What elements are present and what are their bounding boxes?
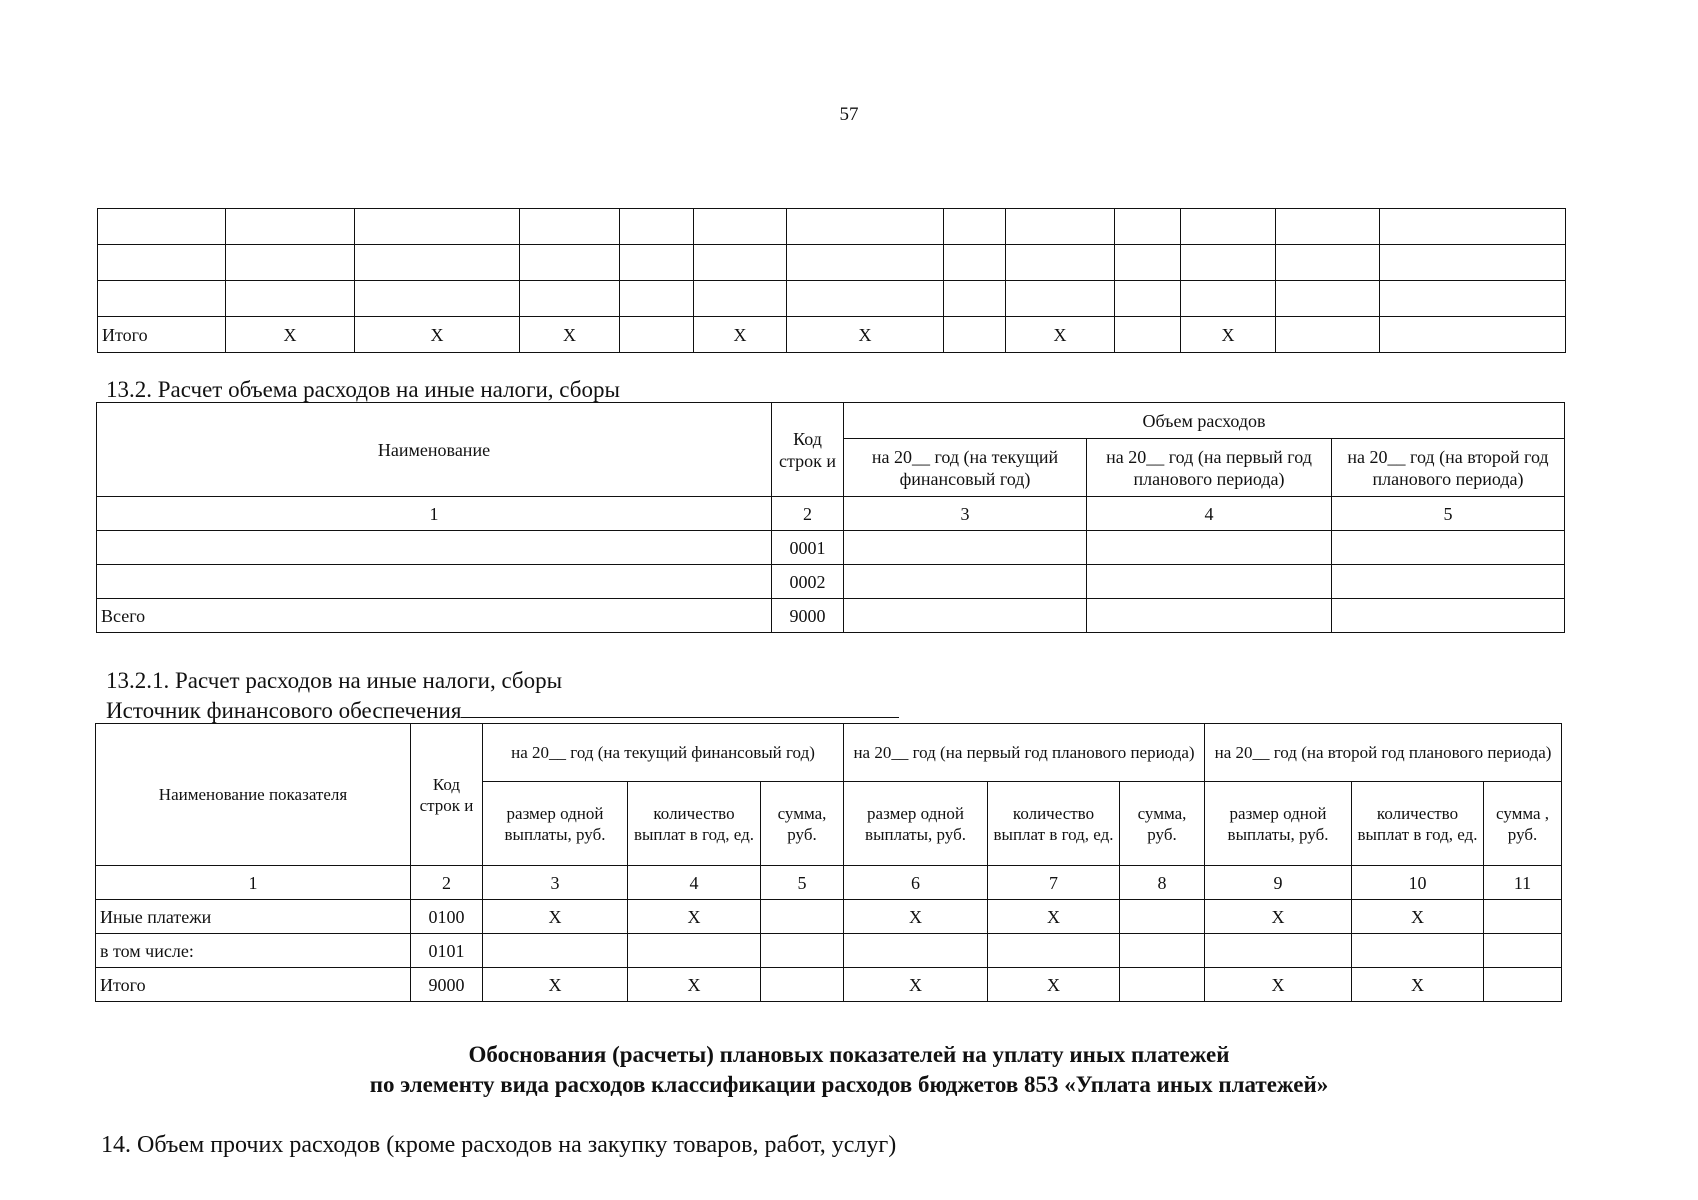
column-number: 1 (96, 866, 411, 900)
table-cell (1115, 317, 1181, 353)
table-row (98, 245, 1566, 281)
table-row (97, 531, 1565, 565)
header-year-second: на 20__ год (на второй год планового периода) (1205, 724, 1562, 782)
row-name (97, 531, 772, 565)
header-code: Код строк и (772, 403, 844, 497)
table-cell: X (226, 317, 355, 353)
funding-source-label: Источник финансового обеспечения (106, 698, 462, 723)
table-cell: X (355, 317, 520, 353)
table-cell (1120, 968, 1205, 1002)
table-cell (844, 934, 988, 968)
column-number: 8 (1120, 866, 1205, 900)
table-cell (988, 934, 1120, 968)
row-name: Иные платежи (96, 900, 411, 934)
header-name: Наименование показателя (96, 724, 411, 866)
header-payment-size: размер одной выплаты, руб. (1205, 782, 1352, 866)
header-volume: Объем расходов (844, 403, 1565, 439)
table-cell: X (628, 900, 761, 934)
table-cell: X (1352, 968, 1484, 1002)
header-code: Код строк и (411, 724, 483, 866)
column-number: 7 (988, 866, 1120, 900)
table-cell: X (483, 900, 628, 934)
section-13-2-1-title: 13.2.1. Расчет расходов на иные налоги, сборы (106, 668, 563, 693)
funding-source-blank[interactable] (461, 697, 899, 718)
row-name (97, 565, 772, 599)
table-row-total (98, 317, 1566, 353)
table-cell: X (787, 317, 944, 353)
row-code: 9000 (772, 599, 844, 633)
header-year-first: на 20__ год (на первый год планового периода) (844, 724, 1205, 782)
table-cell (628, 934, 761, 968)
table-continuation (97, 208, 1566, 353)
table-row-total (97, 599, 1565, 633)
column-number: 2 (772, 497, 844, 531)
header-year-first: на 20__ год (на первый год планового периода) (1087, 439, 1332, 497)
section-13-2-title: 13.2. Расчет объема расходов на иные налоги, сборы (106, 377, 620, 402)
header-year-current: на 20__ год (на текущий финансовый год) (844, 439, 1087, 497)
total-label: Итого (98, 317, 226, 353)
table-row (98, 281, 1566, 317)
table-cell: X (520, 317, 620, 353)
row-code: 0001 (772, 531, 844, 565)
column-number: 3 (844, 497, 1087, 531)
table-cell (1276, 317, 1380, 353)
header-payment-count: количество выплат в год, ед. (988, 782, 1120, 866)
section-heading-line-2: по элементу вида расходов классификации расходов бюджетов 853 «Уплата иных платежей» (369, 1072, 1329, 1097)
table-row (96, 934, 1562, 968)
table-cell: X (1352, 900, 1484, 934)
table-row (97, 565, 1565, 599)
header-sum: сумма, руб. (761, 782, 844, 866)
funding-source-line (106, 697, 899, 724)
row-name: Итого (96, 968, 411, 1002)
table-13-2 (96, 402, 1565, 633)
table-cell: X (844, 968, 988, 1002)
column-number: 4 (628, 866, 761, 900)
table-cell: X (988, 968, 1120, 1002)
row-name: Всего (97, 599, 772, 633)
table-cell (761, 900, 844, 934)
table-cell (1484, 934, 1562, 968)
column-number: 11 (1484, 866, 1562, 900)
table-row (98, 209, 1566, 245)
table-cell (1120, 934, 1205, 968)
page-number: 57 (839, 104, 859, 125)
table-row (96, 900, 1562, 934)
table-cell: X (844, 900, 988, 934)
column-number-row (96, 866, 1562, 900)
header-payment-count: количество выплат в год, ед. (628, 782, 761, 866)
column-number: 4 (1087, 497, 1332, 531)
table-cell: X (1181, 317, 1276, 353)
table-cell (1352, 934, 1484, 968)
table-cell (620, 317, 694, 353)
table-13-2-1 (95, 723, 1562, 1002)
row-code: 0002 (772, 565, 844, 599)
header-payment-size: размер одной выплаты, руб. (483, 782, 628, 866)
table-cell (761, 934, 844, 968)
row-name: в том числе: (96, 934, 411, 968)
header-sum: сумма , руб. (1484, 782, 1562, 866)
table-cell (1484, 900, 1562, 934)
table-cell: X (694, 317, 787, 353)
column-number: 2 (411, 866, 483, 900)
table-cell (1380, 317, 1566, 353)
table-cell: X (988, 900, 1120, 934)
table-cell (761, 968, 844, 1002)
row-code: 0101 (411, 934, 483, 968)
table-cell: X (1205, 968, 1352, 1002)
table-cell (483, 934, 628, 968)
section-14-title: 14. Объем прочих расходов (кроме расходов на закупку товаров, работ, услуг) (101, 1132, 897, 1158)
table-cell (1484, 968, 1562, 1002)
table-cell (944, 317, 1006, 353)
row-code: 9000 (411, 968, 483, 1002)
column-number: 3 (483, 866, 628, 900)
column-number: 6 (844, 866, 988, 900)
column-number: 9 (1205, 866, 1352, 900)
table-cell (1120, 900, 1205, 934)
column-number-row (97, 497, 1565, 531)
table-cell: X (1205, 900, 1352, 934)
header-year-second: на 20__ год (на второй год планового периода) (1332, 439, 1565, 497)
header-payment-count: количество выплат в год, ед. (1352, 782, 1484, 866)
column-number: 1 (97, 497, 772, 531)
table-row-total (96, 968, 1562, 1002)
table-cell: X (628, 968, 761, 1002)
table-cell (1205, 934, 1352, 968)
column-number: 5 (1332, 497, 1565, 531)
table-cell: X (483, 968, 628, 1002)
column-number: 10 (1352, 866, 1484, 900)
header-sum: сумма, руб. (1120, 782, 1205, 866)
header-payment-size: размер одной выплаты, руб. (844, 782, 988, 866)
row-code: 0100 (411, 900, 483, 934)
header-name: Наименование (97, 403, 772, 497)
section-heading-line-1: Обоснования (расчеты) плановых показателей на уплату иных платежей (468, 1042, 1230, 1067)
column-number: 5 (761, 866, 844, 900)
table-cell: X (1006, 317, 1115, 353)
header-year-current: на 20__ год (на текущий финансовый год) (483, 724, 844, 782)
